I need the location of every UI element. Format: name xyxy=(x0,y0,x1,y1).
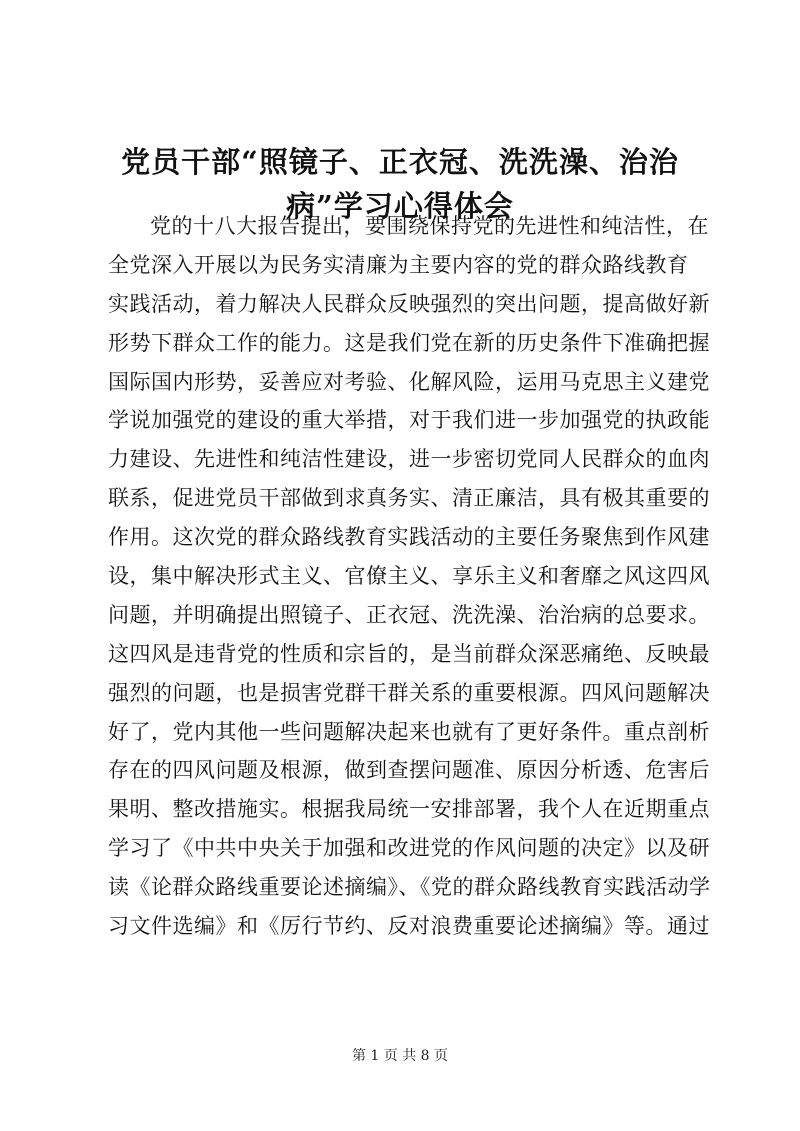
paragraph-line: 问题，并明确提出照镜子、正衣冠、洗洗澡、治治病的总要求。 xyxy=(108,602,710,627)
title-line: 病”学习心得体会 xyxy=(286,189,514,223)
paragraph-line: 作用。这次党的群众路线教育实践活动的主要任务聚焦到作风建 xyxy=(108,525,710,550)
paragraph-line: 好了，党内其他一些问题解决起来也就有了更好条件。重点剖析 xyxy=(108,719,710,744)
page-footer: 第 1 页 共 8 页 xyxy=(351,1048,449,1064)
paragraph-line: 果明、整改措施实。根据我局统一安排部署，我个人在近期重点 xyxy=(108,797,710,822)
paragraph-line: 实践活动，着力解决人民群众反映强烈的突出问题，提高做好新 xyxy=(108,291,710,316)
document-body xyxy=(108,207,711,946)
paragraph-line: 习文件选编》和《厉行节约、反对浪费重要论述摘编》等。通过 xyxy=(108,914,710,939)
paragraph-line: 国际国内形势，妥善应对考验、化解风险，运用马克思主义建党 xyxy=(108,369,710,394)
paragraph-line: 联系，促进党员干部做到求真务实、清正廉洁，具有极其重要的 xyxy=(108,486,710,511)
paragraph-line: 学说加强党的建设的重大举措，对于我们进一步加强党的执政能 xyxy=(108,408,710,433)
paragraph-line: 读《论群众路线重要论述摘编》、《党的群众路线教育实践活动学 xyxy=(108,875,711,900)
paragraph-line: 这四风是违背党的性质和宗旨的，是当前群众深恶痛绝、反映最 xyxy=(108,641,710,666)
paragraph-line: 学习了《中共中央关于加强和改进党的作风问题的决定》以及研 xyxy=(108,836,710,861)
paragraph-line: 形势下群众工作的能力。这是我们党在新的历史条件下准确把握 xyxy=(108,330,710,355)
paragraph-line: 全党深入开展以为民务实清廉为主要内容的党的群众路线教育 xyxy=(108,252,689,277)
title-line: 党员干部“照镜子、正衣冠、洗洗澡、治治 xyxy=(121,145,679,179)
paragraph-line: 强烈的问题，也是损害党群干群关系的重要根源。四风问题解决 xyxy=(108,680,710,705)
paragraph-line: 党的十八大报告提出，要围绕保持党的先进性和纯洁性，在 xyxy=(150,214,709,238)
paragraph-line: 存在的四风问题及根源，做到查摆问题准、原因分析透、危害后 xyxy=(108,758,710,783)
paragraph-line: 力建设、先进性和纯洁性建设，进一步密切党同人民群众的血肉 xyxy=(108,447,710,472)
paragraph-line: 设，集中解决形式主义、官僚主义、享乐主义和奢靡之风这四风 xyxy=(108,564,710,589)
